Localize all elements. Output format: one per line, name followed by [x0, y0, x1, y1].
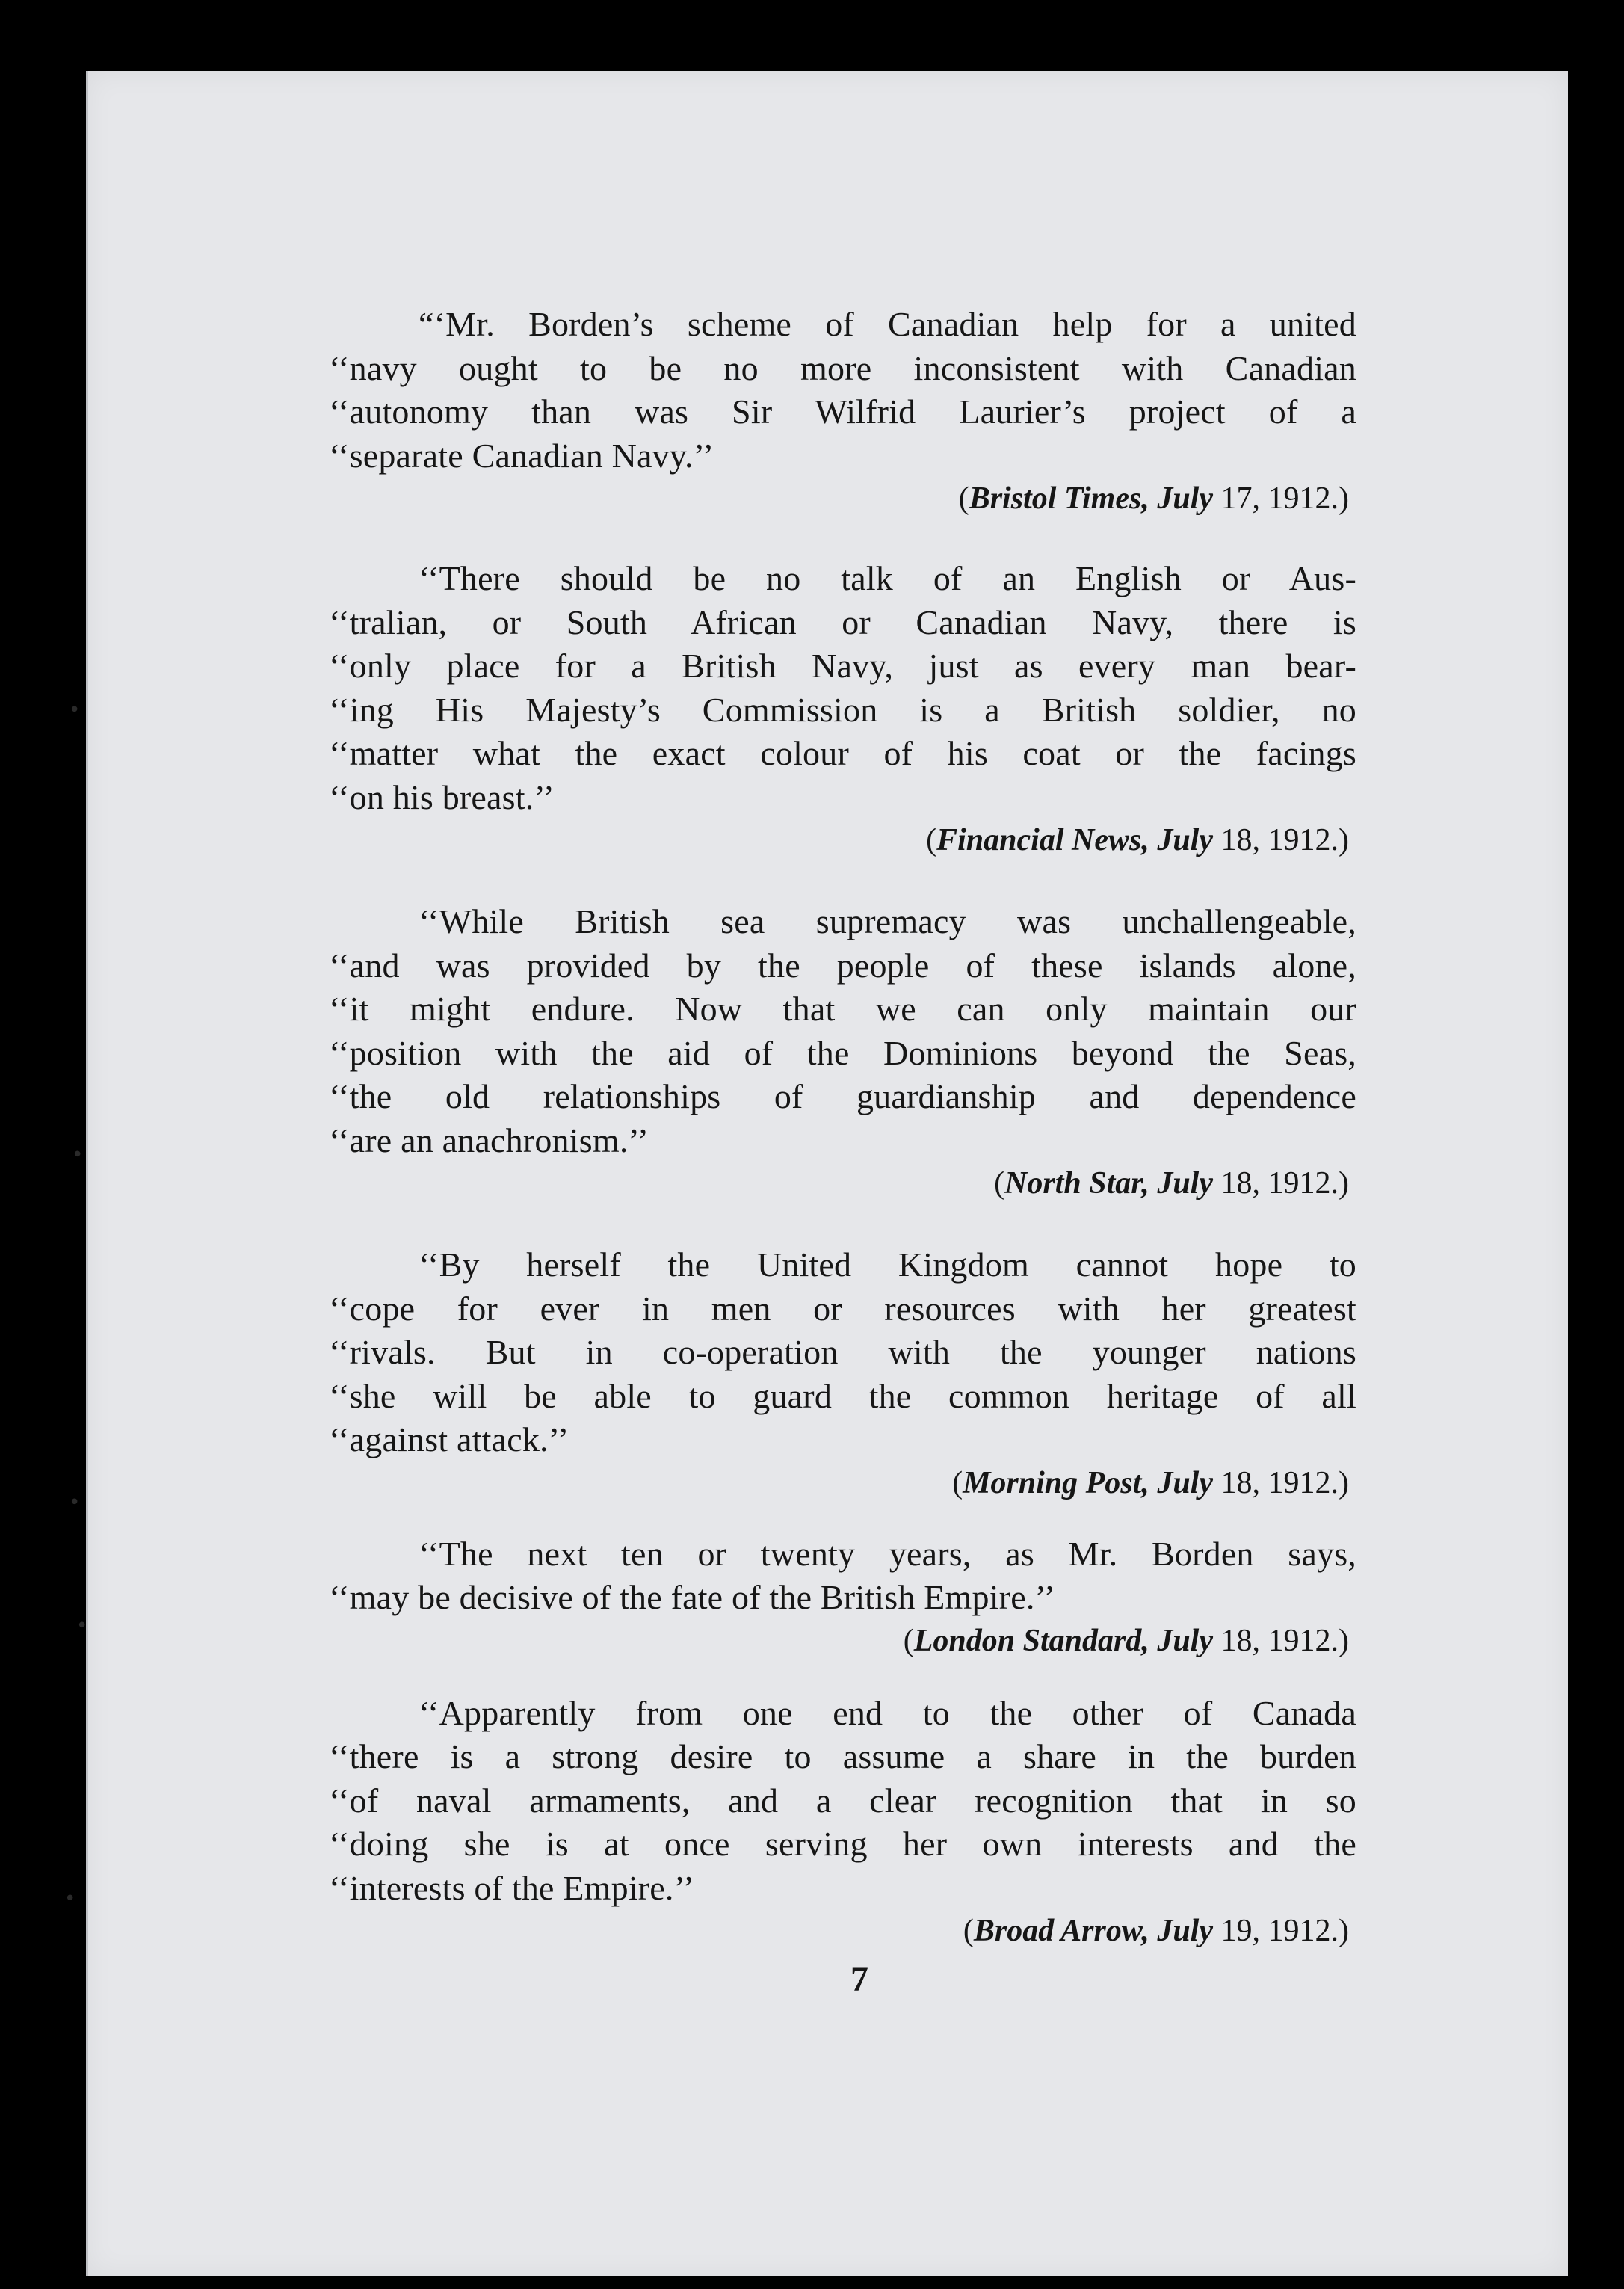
citation-date: 18, 1912.: [1220, 1465, 1339, 1500]
citation-month: July: [1157, 481, 1213, 516]
citation-month: July: [1157, 823, 1213, 857]
quote-line: ‘‘it might endure. Now that we can only maintain our: [329, 990, 1356, 1028]
quote-line: ‘‘separate Canadian Navy.’’: [329, 436, 714, 475]
citation-month: July: [1157, 1465, 1213, 1500]
quote-line: ‘‘While British sea supremacy was unchallengeable,: [419, 902, 1356, 940]
quote-line: ‘‘are an anachronism.’’: [329, 1121, 649, 1159]
quote-line: ‘‘of naval armaments, and a clear recognition that in so: [329, 1781, 1356, 1820]
margin-speck: •: [64, 1888, 76, 1910]
quote-line: ‘‘the old relationships of guardianship and dependence: [329, 1077, 1356, 1115]
quotations-column: [329, 303, 1356, 1952]
quotation: [329, 1243, 1356, 1504]
quote-line: “‘Mr. Borden’s scheme of Canadian help for a united: [419, 305, 1356, 343]
citation-date: 18, 1912.: [1220, 1623, 1339, 1658]
quote-line: ‘‘Apparently from one end to the other of Canada: [419, 1693, 1356, 1732]
quote-line: ‘‘on his breast.’’: [329, 777, 555, 816]
citation-source: Financial News,: [936, 823, 1149, 857]
citation-source: Broad Arrow,: [973, 1914, 1149, 1948]
citation: (Financial News, July 18, 1912.): [926, 823, 1349, 857]
citation-source: Bristol Times,: [969, 481, 1149, 516]
quote-line: ‘‘may be decisive of the fate of the British Empire.’’: [329, 1578, 1056, 1616]
quotation: [329, 557, 1356, 861]
quote-line: ‘‘cope for ever in men or resources with her greatest: [329, 1289, 1356, 1328]
quote-line: ‘‘tralian, or South African or Canadian Navy, there is: [329, 603, 1356, 641]
citation-source: London Standard,: [913, 1623, 1149, 1658]
citation: (Broad Arrow, July 19, 1912.): [963, 1914, 1349, 1948]
citation-source: Morning Post,: [963, 1465, 1149, 1500]
quote-line: ‘‘there is a strong desire to assume a share in the burden: [329, 1737, 1356, 1775]
citation: (Bristol Times, July 17, 1912.): [958, 481, 1349, 516]
quote-line: ‘‘she will be able to guard the common heritage of all: [329, 1376, 1356, 1415]
page-edge: [86, 71, 88, 2276]
citation: (Morning Post, July 18, 1912.): [952, 1465, 1349, 1500]
citation-date: 18, 1912.: [1220, 823, 1339, 857]
citation-date: 17, 1912.: [1220, 481, 1339, 516]
quote-line: ‘‘There should be no talk of an English or Aus-: [419, 559, 1356, 597]
citation-date: 19, 1912.: [1220, 1914, 1339, 1948]
citation-month: July: [1157, 1914, 1213, 1948]
citation-source: North Star,: [1004, 1166, 1149, 1201]
quote-line: ‘‘and was provided by the people of these islands alone,: [329, 946, 1356, 985]
citation-month: July: [1157, 1623, 1213, 1658]
quotation: [329, 1692, 1356, 1953]
quote-line: ‘‘matter what the exact colour of his coat or the facings: [329, 734, 1356, 772]
quote-line: ‘‘The next ten or twenty years, as Mr. Borden says,: [419, 1534, 1356, 1573]
quote-line: ‘‘against attack.’’: [329, 1420, 569, 1458]
quote-line: ‘‘interests of the Empire.’’: [329, 1868, 695, 1907]
page-number: 7: [850, 1959, 868, 1999]
quote-line: ‘‘By herself the United Kingdom cannot hope to: [419, 1245, 1356, 1284]
margin-speck: •: [69, 1491, 81, 1514]
quote-line: ‘‘navy ought to be no more inconsistent with Canadian: [329, 348, 1356, 387]
quote-line: ‘‘rivals. But in co-operation with the younger nations: [329, 1333, 1356, 1371]
citation: (North Star, July 18, 1912.): [994, 1166, 1349, 1201]
citation-date: 18, 1912.: [1220, 1166, 1339, 1201]
margin-speck: •: [72, 1144, 84, 1166]
quotation: [329, 1532, 1356, 1662]
quote-line: ‘‘autonomy than was Sir Wilfrid Laurier’s project of a: [329, 392, 1356, 431]
quote-line: ‘‘doing she is at once serving her own interests and the: [329, 1825, 1356, 1863]
quote-line: ‘‘position with the aid of the Dominions beyond the Seas,: [329, 1033, 1356, 1072]
margin-speck: •: [69, 699, 81, 721]
citation-month: July: [1157, 1166, 1213, 1201]
quotation: [329, 303, 1356, 520]
quotation: [329, 900, 1356, 1204]
margin-speck: •: [76, 1615, 88, 1637]
quote-line: ‘‘only place for a British Navy, just as every man bear-: [329, 647, 1356, 685]
quote-line: ‘‘ing His Majesty’s Commission is a British soldier, no: [329, 690, 1356, 729]
citation: (London Standard, July 18, 1912.): [903, 1623, 1349, 1658]
